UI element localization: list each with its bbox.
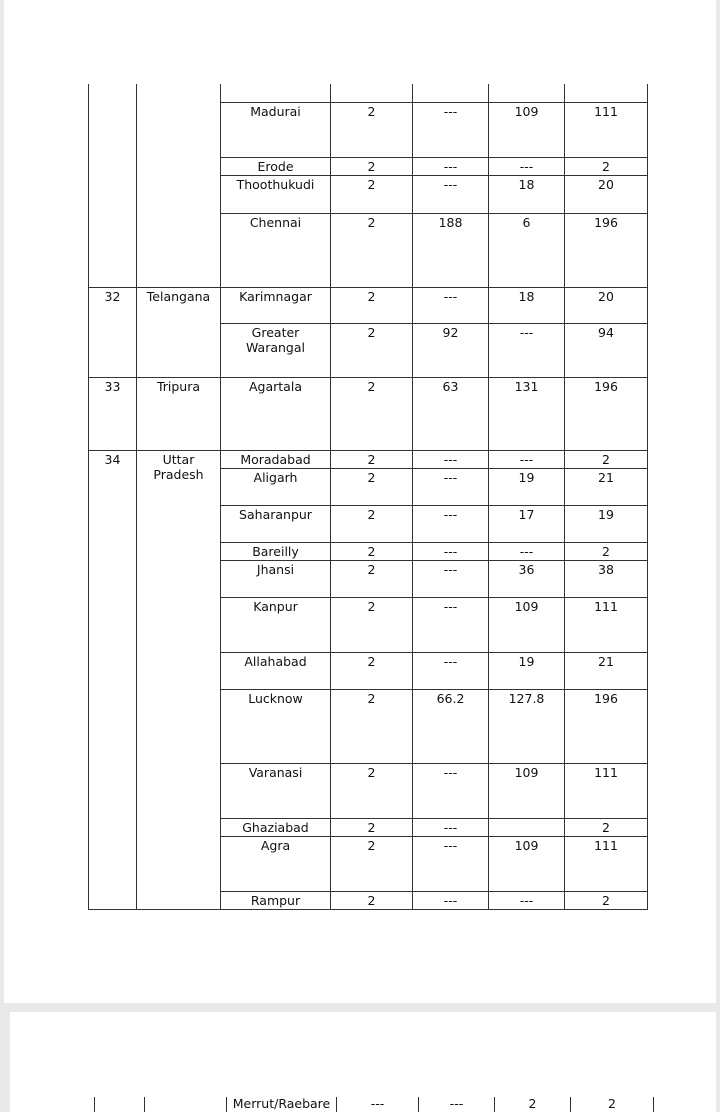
city-cell: Agartala bbox=[221, 377, 331, 450]
city-cell: Karimnagar bbox=[221, 287, 331, 323]
state-cell: Uttar Pradesh bbox=[137, 450, 221, 909]
c3-cell: --- bbox=[489, 891, 565, 909]
c1-cell: 2 bbox=[331, 763, 413, 818]
c1-cell: 2 bbox=[331, 468, 413, 505]
c3-cell: --- bbox=[489, 323, 565, 377]
total-cell: 21 bbox=[565, 652, 648, 689]
city-cell: Aligarh bbox=[221, 468, 331, 505]
c1-cell: 2 bbox=[331, 213, 413, 287]
total-cell: 21 bbox=[565, 468, 648, 505]
c3-cell: 19 bbox=[489, 652, 565, 689]
c2-cell: --- bbox=[413, 102, 489, 157]
total-cell: 196 bbox=[565, 689, 648, 763]
c1-cell: 2 bbox=[331, 891, 413, 909]
city-cell: Allahabad bbox=[221, 652, 331, 689]
c3-cell: 18 bbox=[489, 287, 565, 323]
total-cell: 111 bbox=[565, 836, 648, 891]
city-cell: Thoothukudi bbox=[221, 175, 331, 213]
c3-cell: 109 bbox=[489, 836, 565, 891]
c1-cell: 2 bbox=[331, 836, 413, 891]
c3-cell: --- bbox=[489, 542, 565, 560]
total-cell: 19 bbox=[565, 505, 648, 542]
c3-cell: --- bbox=[489, 157, 565, 175]
c3-cell: 19 bbox=[489, 468, 565, 505]
c2-cell: --- bbox=[413, 836, 489, 891]
city-cell: Ghaziabad bbox=[221, 818, 331, 836]
c2-cell: --- bbox=[413, 157, 489, 175]
total-cell: 20 bbox=[565, 175, 648, 213]
c2-cell: --- bbox=[413, 763, 489, 818]
city-cell: Moradabad bbox=[221, 450, 331, 468]
city-cell: Jhansi bbox=[221, 560, 331, 597]
c2-cell: --- bbox=[413, 818, 489, 836]
state-cell: Tripura bbox=[137, 377, 221, 450]
c3-cell: --- bbox=[489, 450, 565, 468]
state-cell: Telangana bbox=[137, 287, 221, 377]
c3-cell: 18 bbox=[489, 175, 565, 213]
city-cell: Varanasi bbox=[221, 763, 331, 818]
c3-cell bbox=[489, 818, 565, 836]
table-row bbox=[89, 450, 648, 468]
c1-cell: 2 bbox=[331, 560, 413, 597]
c2-cell: --- bbox=[413, 891, 489, 909]
c2-cell: --- bbox=[413, 287, 489, 323]
c1-cell: 2 bbox=[331, 377, 413, 450]
total-cell: 111 bbox=[565, 102, 648, 157]
c1-cell: 2 bbox=[331, 450, 413, 468]
c2-cell: --- bbox=[413, 652, 489, 689]
c2-cell: --- bbox=[413, 175, 489, 213]
total-cell: 111 bbox=[565, 763, 648, 818]
c2-cell: 188 bbox=[413, 213, 489, 287]
c2-cell: 66.2 bbox=[413, 689, 489, 763]
c3-cell: 109 bbox=[489, 763, 565, 818]
column-rule bbox=[653, 1097, 654, 1112]
city-cell: Madurai bbox=[221, 102, 331, 157]
c1-cell: 2 bbox=[331, 542, 413, 560]
c1-cell: 2 bbox=[331, 102, 413, 157]
city-cell bbox=[221, 84, 331, 102]
city-cell: Bareilly bbox=[221, 542, 331, 560]
city-cell: Agra bbox=[221, 836, 331, 891]
city-cell: Chennai bbox=[221, 213, 331, 287]
total-cell bbox=[565, 84, 648, 102]
c1-cell: 2 bbox=[331, 505, 413, 542]
city-cell: Kanpur bbox=[221, 597, 331, 652]
continuation-total-cell: 2 bbox=[608, 1096, 616, 1111]
continuation-c2-cell: --- bbox=[449, 1096, 464, 1111]
c1-cell: 2 bbox=[331, 597, 413, 652]
c1-cell: 2 bbox=[331, 175, 413, 213]
column-rule bbox=[94, 1097, 95, 1112]
c2-cell: --- bbox=[413, 505, 489, 542]
c1-cell: 2 bbox=[331, 323, 413, 377]
total-cell: 2 bbox=[565, 450, 648, 468]
total-cell: 111 bbox=[565, 597, 648, 652]
c1-cell: 2 bbox=[331, 287, 413, 323]
total-cell: 38 bbox=[565, 560, 648, 597]
total-cell: 94 bbox=[565, 323, 648, 377]
total-cell: 2 bbox=[565, 542, 648, 560]
c1-cell: 2 bbox=[331, 818, 413, 836]
c2-cell: --- bbox=[413, 450, 489, 468]
c1-cell: 2 bbox=[331, 157, 413, 175]
sno-cell: 32 bbox=[89, 287, 137, 377]
c3-cell: 109 bbox=[489, 597, 565, 652]
c2-cell: 63 bbox=[413, 377, 489, 450]
city-cell: Lucknow bbox=[221, 689, 331, 763]
continuation-c1-cell: --- bbox=[370, 1096, 385, 1111]
table-row bbox=[89, 84, 648, 102]
c2-cell: --- bbox=[413, 597, 489, 652]
sno-cell: 34 bbox=[89, 450, 137, 909]
city-cell: Rampur bbox=[221, 891, 331, 909]
sno-cell: 33 bbox=[89, 377, 137, 450]
c3-cell: 127.8 bbox=[489, 689, 565, 763]
c1-cell bbox=[331, 84, 413, 102]
city-cell: Saharanpur bbox=[221, 505, 331, 542]
sno-cell bbox=[89, 84, 137, 287]
total-cell: 2 bbox=[565, 157, 648, 175]
c2-cell bbox=[413, 84, 489, 102]
smart-city-fund-table bbox=[88, 84, 648, 910]
state-cell bbox=[137, 84, 221, 287]
c2-cell: --- bbox=[413, 468, 489, 505]
c1-cell: 2 bbox=[331, 652, 413, 689]
total-cell: 20 bbox=[565, 287, 648, 323]
city-cell: Erode bbox=[221, 157, 331, 175]
c3-cell: 6 bbox=[489, 213, 565, 287]
c2-cell: 92 bbox=[413, 323, 489, 377]
c2-cell: --- bbox=[413, 560, 489, 597]
table-row bbox=[89, 377, 648, 450]
total-cell: 196 bbox=[565, 377, 648, 450]
total-cell: 2 bbox=[565, 818, 648, 836]
table-row bbox=[89, 287, 648, 323]
c3-cell: 131 bbox=[489, 377, 565, 450]
column-rule bbox=[144, 1097, 145, 1112]
continuation-city-cell: Merrut/Raebare bbox=[232, 1096, 331, 1111]
c2-cell: --- bbox=[413, 542, 489, 560]
total-cell: 196 bbox=[565, 213, 648, 287]
c3-cell: 109 bbox=[489, 102, 565, 157]
c3-cell: 36 bbox=[489, 560, 565, 597]
c1-cell: 2 bbox=[331, 689, 413, 763]
total-cell: 2 bbox=[565, 891, 648, 909]
city-cell: Greater Warangal bbox=[221, 323, 331, 377]
c3-cell bbox=[489, 84, 565, 102]
continuation-c3-cell: 2 bbox=[528, 1096, 537, 1111]
c3-cell: 17 bbox=[489, 505, 565, 542]
